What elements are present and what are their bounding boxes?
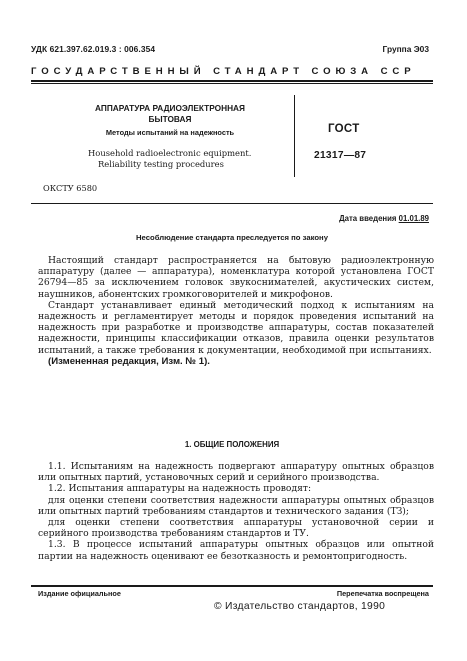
amendment-note bbox=[38, 356, 434, 367]
paragraph-scope: Настоящий стандарт распространяется на бытовую радиоэлектронную аппаратуру (далее — аппаратура), номенклатура которой установлена ГОСТ 26794—85 за исключением головок звукоснимателей, акустических систем, наушников, абонентских громкоговорителей и микрофонов. bbox=[38, 255, 434, 300]
okstu-code: ОКСТУ 6580 bbox=[43, 183, 98, 193]
clause-1-2: 1.2. Испытания аппаратуры на надежность проводят: bbox=[48, 483, 312, 495]
english-title-line-1: Household radioelectronic equipment. bbox=[88, 148, 252, 158]
introduction-date bbox=[339, 214, 429, 223]
header-rule-thin bbox=[31, 83, 433, 84]
clause-1-1: 1.1. Испытаниям на надежность подвергают аппаратуру опытных образцов или опытных партий, установочных серий и серийного производства. bbox=[38, 461, 434, 484]
group-code: Группа Э03 bbox=[382, 44, 429, 54]
publisher-copyright: © Издательство стандартов, 1990 bbox=[214, 601, 386, 612]
gost-label: ГОСТ bbox=[328, 123, 360, 135]
footer-rule bbox=[31, 585, 433, 587]
document-subtitle: Методы испытаний на надежность bbox=[105, 128, 235, 137]
amendment-text: (Измененная редакция, Изм. № 1). bbox=[48, 355, 210, 367]
udk-code: УДК 621.397.62.019.3 : 006.354 bbox=[31, 44, 156, 54]
introduction-date-label: Дата введения bbox=[339, 214, 397, 223]
intro-section bbox=[38, 255, 434, 367]
clause-1-2-item-2: для оценки степени соответствия аппаратуры установочной серии и серийного производства требованиям стандартов и ТУ. bbox=[38, 517, 434, 540]
official-edition-label: Издание официальное bbox=[38, 589, 121, 598]
section-heading: 1. ОБЩИЕ ПОЛОЖЕНИЯ bbox=[184, 440, 280, 449]
state-standard-heading: ГОСУДАРСТВЕННЫЙ СТАНДАРТ СОЮЗА ССР bbox=[31, 66, 416, 77]
clause-1-3: 1.3. В процессе испытаний аппаратуры опытных образцов или опытной партии на надежность оценивают ее безотказность и ремонтопригодность. bbox=[38, 539, 434, 562]
paragraph-purpose: Стандарт устанавливает единый методический подход к испытаниям на надежность и регламентирует методы и порядок проведения испытаний на надежность при разработке и производстве аппаратуры, состав показателей надежности, принципы классификации отказов, правила оценки результатов испытаний, а также требования к документации, необходимой при испытаниях. bbox=[38, 299, 434, 356]
general-provisions bbox=[38, 461, 434, 562]
english-title-line-2: Reliability testing procedures bbox=[98, 159, 224, 169]
title-divider bbox=[294, 95, 295, 177]
header-rule bbox=[31, 80, 433, 82]
gost-number: 21317—87 bbox=[314, 150, 367, 161]
clause-1-2-item-1: для оценки степени соответствия надежности аппаратуры опытных образцов или опытных партий требованиям стандартов и технического задания (ТЗ); bbox=[38, 494, 434, 517]
reprint-prohibited-label: Перепечатка воспрещена bbox=[336, 589, 429, 598]
introduction-date-value: 01.01.89 bbox=[398, 214, 429, 223]
legal-notice: Несоблюдение стандарта преследуется по закону bbox=[136, 233, 328, 242]
title-block-rule bbox=[31, 203, 433, 204]
document-title: АППАРАТУРА РАДИОЭЛЕКТРОННАЯ БЫТОВАЯ bbox=[94, 103, 246, 124]
